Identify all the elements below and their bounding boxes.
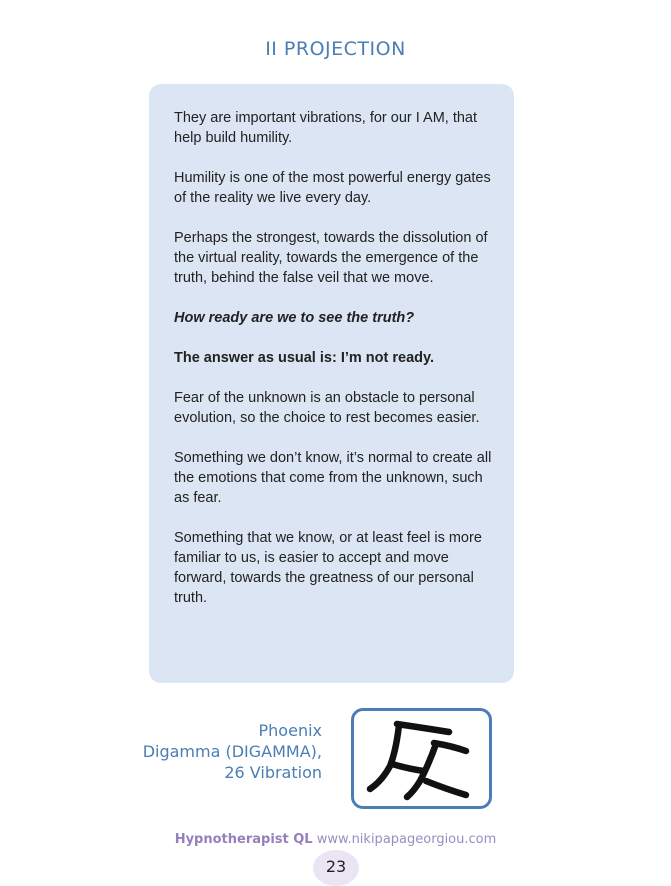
page-number: 23 <box>313 850 359 886</box>
paragraph: Fear of the unknown is an obstacle to personal evolution, so the choice to rest becomes easier. <box>174 390 480 426</box>
paragraph: Something that we know, or at least feel is more familiar to us, is easier to accept and move forward, towards the greatness of our personal truth. <box>174 530 482 606</box>
digamma-glyph-icon <box>354 711 489 806</box>
page-title: II PROJECTION <box>265 38 406 60</box>
text-box <box>149 84 514 683</box>
symbol-box <box>351 708 492 809</box>
caption-vibration: 26 Vibration <box>224 763 322 782</box>
answer-paragraph: The answer as usual is: I’m not ready. <box>174 350 435 366</box>
question-paragraph: How ready are we to see the truth? <box>174 310 415 326</box>
footer-website: www.nikipapageorgiou.com <box>316 832 497 847</box>
paragraph: Something we don’t know, it’s normal to create all the emotions that come from the unknown, such as fear. <box>174 450 492 506</box>
paragraph: They are important vibrations, for our I AM, that help build humility. <box>174 110 478 146</box>
symbol-caption <box>143 720 322 783</box>
caption-letter: Digamma (DIGAMMA), <box>142 742 322 761</box>
paragraph: Humility is one of the most powerful energy gates of the reality we live every day. <box>174 170 491 206</box>
paragraph: Perhaps the strongest, towards the dissolution of the virtual reality, towards the emergence of the truth, behind the false veil that we move. <box>174 230 488 286</box>
footer-brand: Hypnotherapist QL <box>174 832 313 847</box>
caption-name: Phoenix <box>258 721 322 740</box>
footer <box>0 832 671 847</box>
